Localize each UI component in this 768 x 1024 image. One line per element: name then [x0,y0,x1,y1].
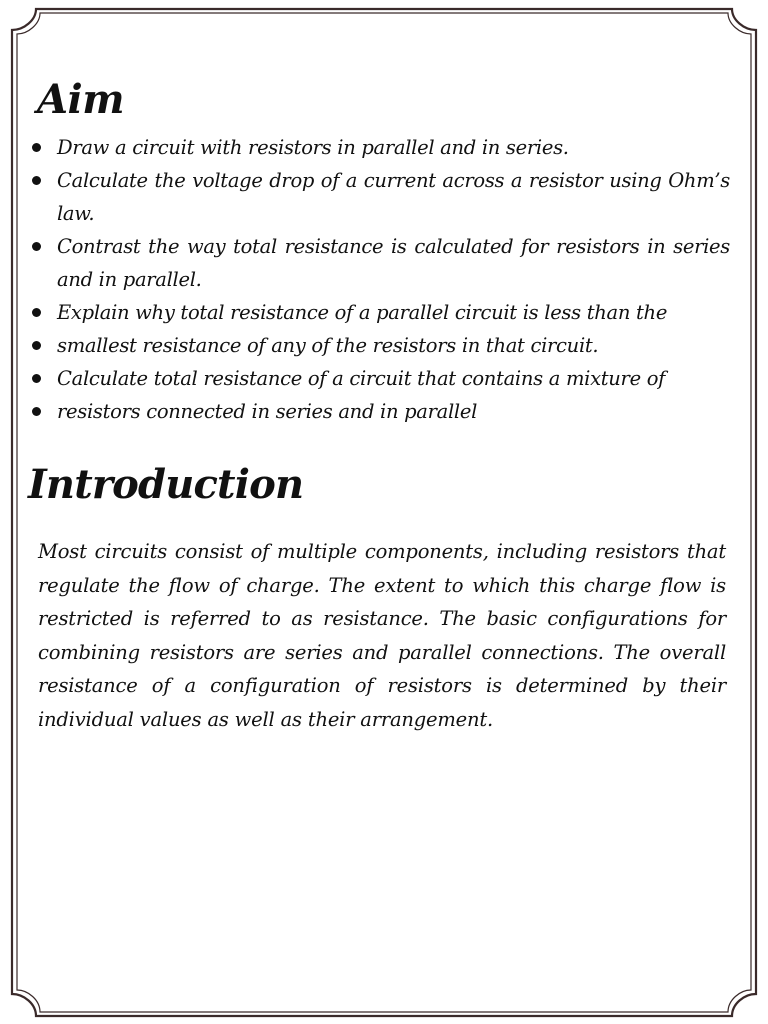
bullet-icon [32,341,41,350]
aim-item-text: smallest resistance of any of the resistors in that circuit. [57,334,599,357]
aim-list-item [30,230,730,296]
aim-list-item [30,362,730,395]
bullet-icon [32,374,41,383]
bullet-icon [32,308,41,317]
aim-item-text: Calculate total resistance of a circuit that contains a mixture of [57,367,666,390]
aim-item-text: Explain why total resistance of a parallel circuit is less than the [57,301,668,324]
bullet-icon [32,407,41,416]
aim-list-item [30,395,730,428]
aim-list-item [30,329,730,362]
aim-list [30,131,730,428]
bullet-icon [32,176,41,185]
aim-list-item [30,296,730,329]
aim-list-item [30,131,730,164]
bullet-icon [32,143,41,152]
aim-heading: Aim [37,76,125,123]
introduction-heading: Introduction [28,461,304,508]
aim-item-text: resistors connected in series and in parallel [57,400,478,423]
bullet-icon [32,242,41,251]
aim-item-text: Contrast the way total resistance is calculated for resistors in series and in parallel. [57,235,730,291]
aim-item-text: Draw a circuit with resistors in parallel and in series. [57,136,569,159]
aim-list-item [30,164,730,230]
aim-item-text: Calculate the voltage drop of a current across a resistor using Ohm’s law. [57,169,730,225]
introduction-paragraph: Most circuits consist of multiple components, including resistors that regulate the flow of charge. The extent to which this charge flow is restricted is referred to as resistance. The basic configurations for combining resistors are series and parallel connections. The overall resistance of a configuration of resistors is determined by their individual values as well as their arrangement. [38,540,726,731]
